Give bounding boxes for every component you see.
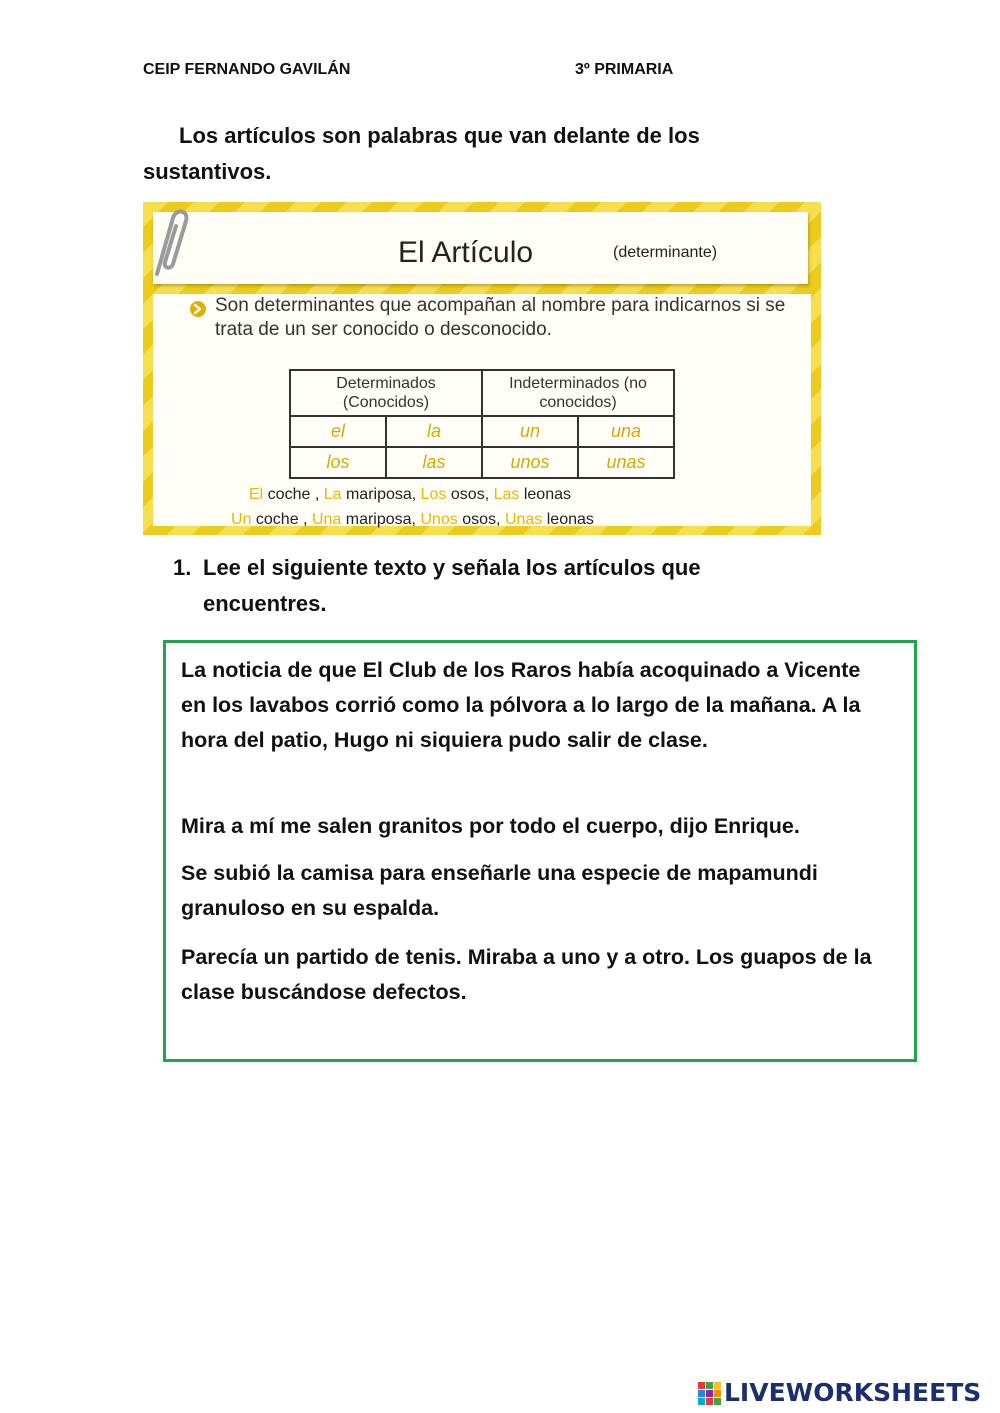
table-cell: el — [290, 416, 386, 447]
card-description: Son determinantes que acompañan al nombre para indicarnos si se trata de un ser conocido o desconocido. — [215, 295, 786, 340]
table-cell: la — [386, 416, 482, 447]
liveworksheets-grid-icon — [698, 1382, 722, 1406]
school-name: CEIP FERNANDO GAVILÁN — [143, 61, 351, 78]
arrow-bullet-icon — [189, 300, 207, 318]
text-paragraph[interactable]: Parecía un partido de tenis. Miraba a uno y a otro. Los guapos de la clase buscándose defectos. — [181, 945, 872, 1004]
example-article: Unos — [420, 511, 458, 528]
logo-text: LIVEWORKSHEETS — [724, 1378, 982, 1407]
example-noun: mariposa, — [341, 511, 421, 528]
task-text: Lee el siguiente texto y señala los artículos que encuentres. — [203, 555, 701, 616]
determinants-table — [289, 369, 675, 479]
example-line-indefinite — [231, 511, 594, 529]
example-noun: mariposa, — [341, 486, 421, 503]
table-cell: un — [482, 416, 578, 447]
example-article: Un — [231, 511, 252, 528]
reading-text-box[interactable] — [163, 640, 917, 1062]
example-article: Las — [493, 486, 520, 503]
card-body — [153, 294, 811, 526]
paperclip-icon — [143, 202, 193, 282]
header-indeterminados: Indeterminados (no conocidos) — [482, 370, 674, 416]
task-number: 1. — [173, 555, 192, 580]
table-cell: unas — [578, 447, 674, 478]
example-article: El — [249, 486, 264, 503]
text-paragraph[interactable]: Se subió la camisa para enseñarle una especie de mapamundi granuloso en su espalda. — [181, 861, 818, 920]
text-paragraph[interactable]: La noticia de que El Club de los Raros había acoquinado a Vicente en los lavabos corrió como la pólvora a lo largo de la mañana. A la hora del patio, Hugo ni siquiera pudo salir de clase. — [181, 658, 861, 752]
card-title-band — [153, 212, 808, 284]
example-noun: leonas — [519, 486, 571, 503]
text-paragraph[interactable]: Mira a mí me salen granitos por todo el cuerpo, dijo Enrique. — [181, 814, 800, 838]
article-info-card — [143, 202, 821, 535]
table-cell: una — [578, 416, 674, 447]
header-determinados: Determinados (Conocidos) — [290, 370, 482, 416]
intro-text: Los artículos son palabras que van delante de los sustantivos. — [143, 123, 700, 184]
card-title: El Artículo — [398, 236, 534, 269]
grade-label: 3º PRIMARIA — [575, 61, 674, 78]
example-article: Unas — [504, 511, 543, 528]
liveworksheets-logo — [698, 1376, 998, 1412]
example-article: La — [323, 486, 342, 503]
card-subtitle: (determinante) — [613, 244, 718, 261]
example-noun: coche , — [263, 486, 324, 503]
example-article: Una — [311, 511, 342, 528]
example-article: Los — [420, 486, 447, 503]
table-cell: los — [290, 447, 386, 478]
table-header-row — [290, 370, 674, 416]
example-noun: coche , — [251, 511, 312, 528]
example-noun: osos, — [446, 486, 494, 503]
table-row — [290, 416, 674, 447]
example-noun: osos, — [457, 511, 505, 528]
example-noun: leonas — [542, 511, 594, 528]
table-cell: unos — [482, 447, 578, 478]
task-instruction — [173, 550, 773, 622]
table-cell: las — [386, 447, 482, 478]
example-line-definite — [249, 486, 571, 504]
table-row — [290, 447, 674, 478]
